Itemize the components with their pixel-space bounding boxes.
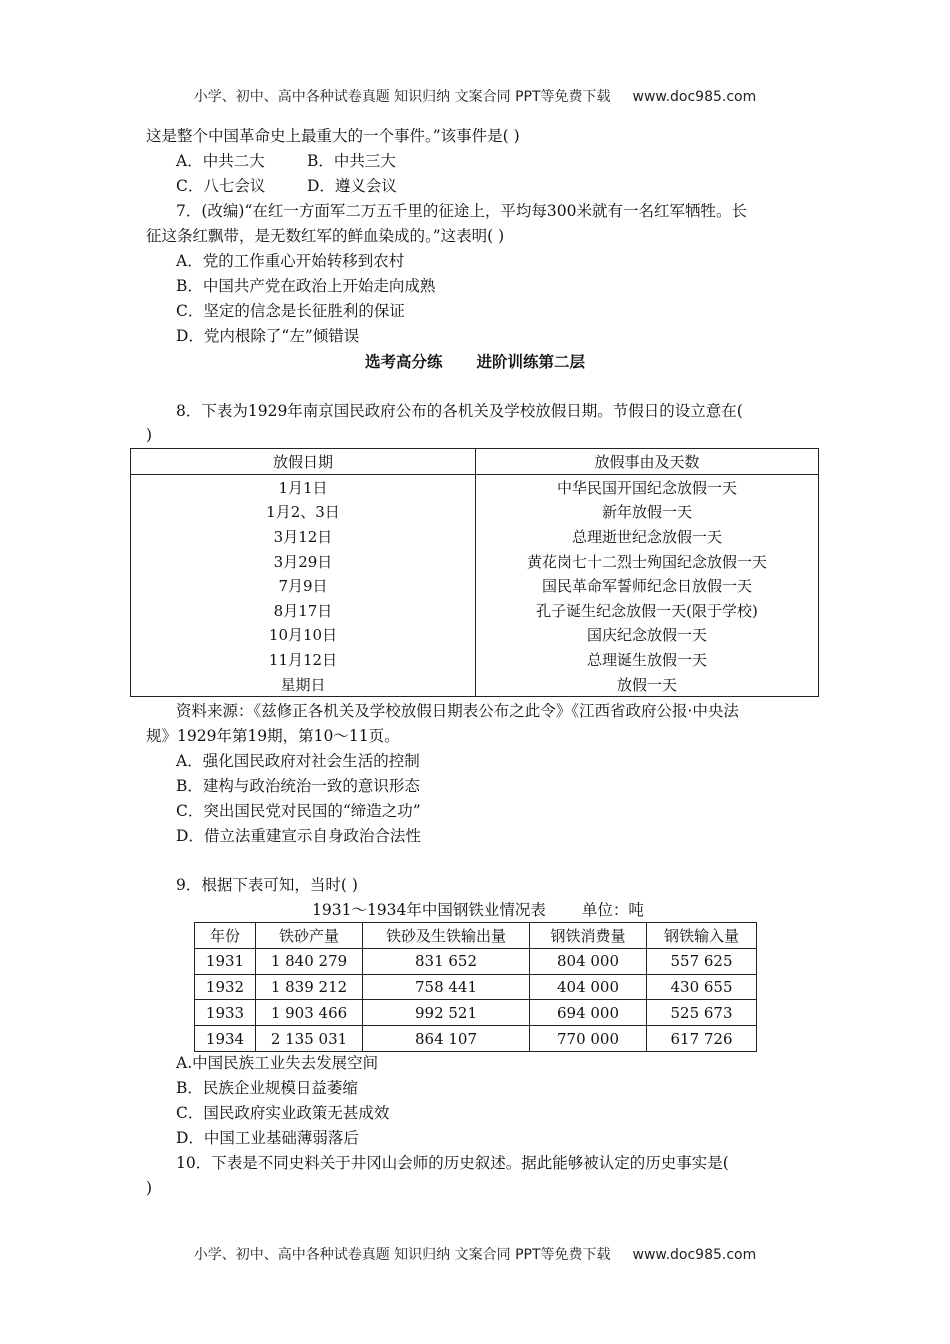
holiday-reason-cell: 孔子诞生纪念放假一天(限于学校) [476, 598, 819, 623]
q6-option-b: B．中共三大 [307, 152, 396, 170]
holiday-date-cell: 11月12日 [268, 650, 338, 669]
steel-cell: 1 840 279 [256, 948, 363, 974]
q8-source-line2: 规》1929年第19期，第10～11页。 [146, 727, 400, 745]
steel-cell: 1933 [195, 1000, 256, 1026]
q7-stem-line1: 7．(改编)“在红一方面军二万五千里的征途上，平均每300米就有一名红军牺牲。长 [176, 202, 747, 220]
q6-option-a: A．中共二大 [176, 152, 265, 170]
q8-stem-line2: ) [146, 426, 153, 444]
table-row [131, 672, 819, 697]
steel-cell: 1932 [195, 974, 256, 1000]
steel-cell: 831 652 [363, 948, 530, 974]
table-row [195, 1026, 757, 1052]
steel-cell: 1934 [195, 1026, 256, 1052]
steel-cell: 758 441 [363, 974, 530, 1000]
steel-header-ore-output: 铁砂产量 [256, 923, 363, 949]
holiday-reason-cell: 黄花岗七十二烈士殉国纪念放假一天 [476, 549, 819, 574]
steel-cell: 525 673 [647, 1000, 757, 1026]
q9-option-d: D．中国工业基础薄弱落后 [176, 1129, 359, 1147]
table-row [195, 1000, 757, 1026]
table-row [131, 598, 819, 623]
steel-cell: 1 839 212 [256, 974, 363, 1000]
steel-header-import: 钢铁输入量 [647, 923, 757, 949]
steel-cell: 2 135 031 [256, 1026, 363, 1052]
steel-cell: 992 521 [363, 1000, 530, 1026]
q9-option-a: A.中国民族工业失去发展空间 [176, 1054, 379, 1072]
steel-table-unit: 单位：吨 [581, 901, 644, 919]
table-row [195, 948, 757, 974]
steel-cell: 804 000 [530, 948, 647, 974]
steel-cell: 694 000 [530, 1000, 647, 1026]
steel-cell: 617 726 [647, 1026, 757, 1052]
q8-option-a: A．强化国民政府对社会生活的控制 [176, 752, 420, 770]
section-title [0, 350, 950, 372]
steel-table [194, 922, 757, 1052]
table-row [131, 573, 819, 598]
holiday-table-header-row [131, 449, 819, 475]
steel-header-year: 年份 [195, 923, 256, 949]
q6-option-d: D．遵义会议 [307, 177, 397, 195]
q9-option-c: C．国民政府实业政策无甚成效 [176, 1104, 390, 1122]
q7-option-a: A．党的工作重心开始转移到农村 [176, 252, 405, 270]
steel-cell: 770 000 [530, 1026, 647, 1052]
footer-url[interactable]: www.doc985.com [632, 1247, 757, 1263]
holiday-reason-cell: 新年放假一天 [476, 500, 819, 525]
holiday-reason-cell: 放假一天 [476, 672, 819, 697]
table-row [131, 647, 819, 672]
section-title-right: 进阶训练第二层 [476, 353, 586, 371]
holiday-reason-cell: 中华民国开国纪念放假一天 [476, 475, 819, 500]
steel-header-export: 铁砂及生铁输出量 [363, 923, 530, 949]
q8-option-b: B．建构与政治统治一致的意识形态 [176, 777, 420, 795]
table-row [195, 974, 757, 1000]
q8-option-c: C．突出国民党对民国的“缔造之功” [176, 802, 421, 820]
footer-text: 小学、初中、高中各种试卷真题 知识归纳 文案合同 PPT等免费下载 [193, 1247, 611, 1263]
q8-source-line1: 资料来源：《兹修正各机关及学校放假日期表公布之此令》《江西省政府公报·中央法 [176, 702, 739, 720]
section-title-left: 选考高分练 [364, 353, 443, 371]
holiday-date-cell: 3月12日 [273, 527, 333, 546]
q8-stem-line1: 8．下表为1929年南京国民政府公布的各机关及学校放假日期。节假日的设立意在( [176, 402, 743, 420]
table-row [131, 549, 819, 574]
holiday-reason-cell: 总理诞生放假一天 [476, 647, 819, 672]
q9-stem: 9．根据下表可知，当时( ) [176, 876, 358, 894]
steel-table-caption [312, 898, 644, 920]
q9-option-b: B．民族企业规模日益萎缩 [176, 1079, 358, 1097]
holiday-date-cell: 1月2、3日 [266, 503, 340, 522]
steel-table-header-row [195, 923, 757, 949]
holiday-date-cell: 10月10日 [268, 626, 338, 645]
q7-option-c: C．坚定的信念是长征胜利的保证 [176, 302, 405, 320]
q8-option-d: D．借立法重建宣示自身政治合法性 [176, 827, 421, 845]
holiday-reason-cell: 国民革命军誓师纪念日放假一天 [476, 573, 819, 598]
holiday-date-cell: 星期日 [280, 675, 326, 694]
q7-option-d: D．党内根除了“左”倾错误 [176, 327, 360, 345]
holiday-reason-cell: 国庆纪念放假一天 [476, 623, 819, 648]
steel-header-consumption: 钢铁消费量 [530, 923, 647, 949]
steel-table-title: 1931～1934年中国钢铁业情况表 [312, 901, 546, 919]
steel-cell: 404 000 [530, 974, 647, 1000]
holiday-date-cell: 1月1日 [278, 478, 328, 497]
holiday-table [130, 448, 819, 697]
q7-option-b: B．中国共产党在政治上开始走向成熟 [176, 277, 436, 295]
q10-stem-line2: ) [146, 1179, 153, 1197]
table-row [131, 500, 819, 525]
table-row [131, 623, 819, 648]
q7-stem-line2: 征这条红飘带，是无数红军的鲜血染成的。”这表明( ) [146, 227, 505, 245]
page-header [0, 86, 950, 106]
holiday-table-header-reason: 放假事由及天数 [476, 449, 819, 475]
q10-stem-line1: 10．下表是不同史料关于井冈山会师的历史叙述。据此能够被认定的历史事实是( [176, 1154, 729, 1172]
table-row [131, 475, 819, 500]
steel-cell: 557 625 [647, 948, 757, 974]
header-url[interactable]: www.doc985.com [632, 89, 757, 105]
table-row [131, 524, 819, 549]
q6-option-c: C．八七会议 [176, 177, 266, 195]
steel-cell: 1931 [195, 948, 256, 974]
steel-cell: 430 655 [647, 974, 757, 1000]
holiday-reason-cell: 总理逝世纪念放假一天 [476, 524, 819, 549]
holiday-date-cell: 8月17日 [273, 601, 333, 620]
holiday-table-header-date: 放假日期 [131, 449, 476, 475]
header-text: 小学、初中、高中各种试卷真题 知识归纳 文案合同 PPT等免费下载 [193, 89, 611, 105]
steel-cell: 864 107 [363, 1026, 530, 1052]
page-footer [0, 1244, 950, 1264]
steel-cell: 1 903 466 [256, 1000, 363, 1026]
holiday-date-cell: 7月9日 [278, 577, 328, 596]
q6-stem-end: 这是整个中国革命史上最重大的一个事件。”该事件是( ) [146, 127, 520, 145]
holiday-date-cell: 3月29日 [273, 552, 333, 571]
